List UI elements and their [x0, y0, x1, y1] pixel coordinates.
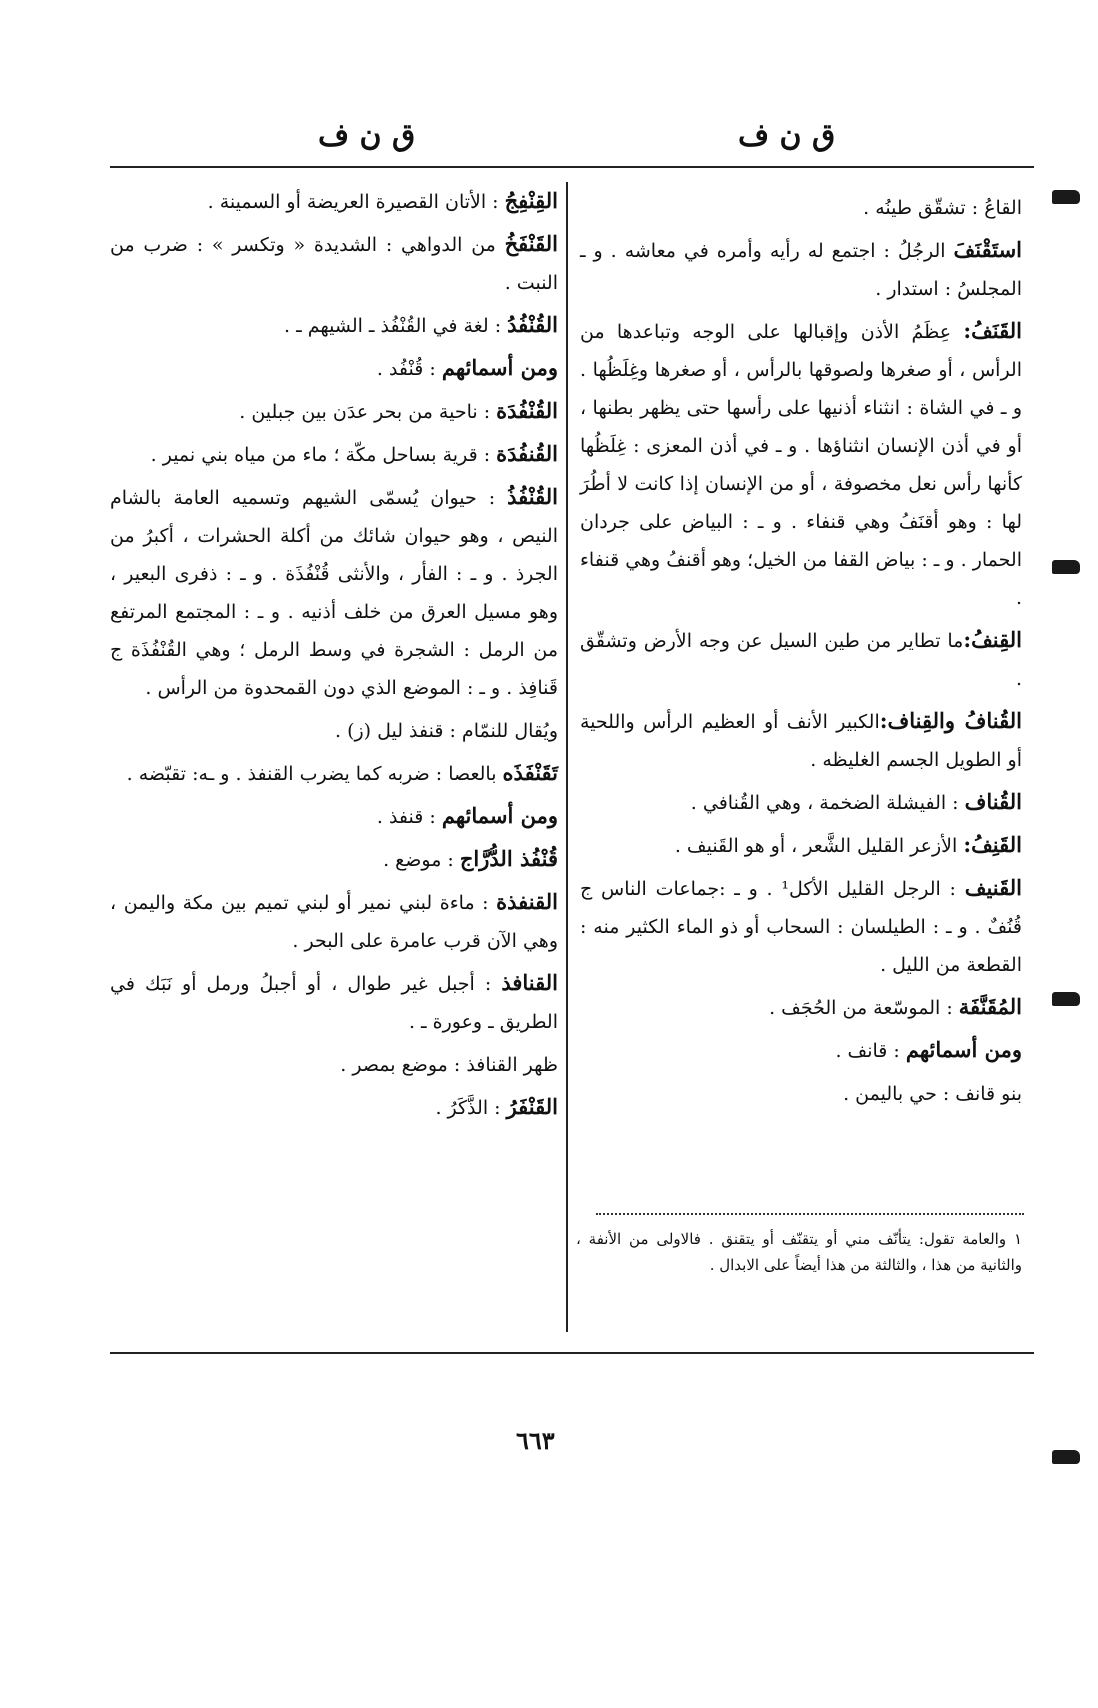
dictionary-entry: [110, 1088, 558, 1127]
entry-definition: : قرية بساحل مكّة ؛ ماء من مياه بني نمير .: [150, 444, 497, 466]
entry-headword: قُنْفُذ الدُّرَّاج: [459, 846, 558, 871]
margin-mark: [1052, 560, 1080, 574]
dictionary-entry: [580, 188, 1022, 227]
entry-headword: القُناف: [964, 789, 1022, 814]
running-head-left: ق ن ف: [318, 118, 416, 153]
entry-definition: الأزعر القليل الشَّعر ، أو هو القَنيف .: [674, 835, 964, 857]
dictionary-entry: [110, 797, 558, 836]
dictionary-entry: [110, 883, 558, 960]
entry-headword: تَقَنْفَذَه: [502, 760, 558, 785]
dictionary-entry: [580, 621, 1022, 698]
entry-definition: : ناحية من بحر عدَن بين جبلين .: [239, 401, 497, 423]
entry-headword: استَقْنَفَ: [953, 237, 1022, 262]
entry-headword: القَنِفُ:: [963, 832, 1022, 857]
entry-headword: القُنْفُدُ: [507, 312, 558, 337]
right-column: [580, 188, 1022, 1117]
footnote-separator: [596, 1213, 1024, 1215]
entry-headword: القِنفُ:: [963, 627, 1022, 652]
dictionary-entry: [110, 754, 558, 793]
dictionary-entry: [110, 711, 558, 750]
dictionary-entry: [110, 306, 558, 345]
dictionary-entry: [580, 1074, 1022, 1113]
entry-definition: عِظَمُ الأذن وإقبالها على الوجه وتباعدها من الرأس ، أو صغرها ولصوقها بالرأس ، أو صغرها وغِلَظُها . و ـ في الشاة : انثناء أذنيها على رأسها حتى يظهر بطنها ، أو في أذن الإنسان انثناؤها . و ـ في أذن المعزى : غِلَظُها كأنها رأس نعل مخصوفة ، أو من الإنسان إذا كانت لا أطُرَ لها : وهو أقنَفُ وهي قنفاء . و ـ : البياض على جردان الحمار . و ـ : بياض القفا من الخيل؛ وهو أقنفُ وهي قنفاء .: [580, 321, 1022, 609]
dictionary-entry: [580, 826, 1022, 865]
entry-definition: : حيوان يُسمّى الشيهم وتسميه العامة بالشام النيص ، وهو حيوان شائك من أكلة الحشرات ، أكبرُ من الجرذ . و ـ : الفأر ، والأنثى قُنْفُذَة . و ـ : ذفرى البعير ، وهو مسيل العرق من خلف أذنيه . و ـ : المجتمع المرتفع من الرمل : الشجرة في وسط الرمل ؛ وهي القُنْفُذَة ج قَنافِذ . و ـ : الموضع الذي دون القمحدوة من الرأس .: [110, 487, 558, 699]
entry-definition: : قنفذ .: [376, 806, 442, 828]
margin-mark: [1052, 1450, 1080, 1464]
entry-definition: : قانف .: [835, 1040, 906, 1062]
entry-definition: : الرجل القليل الأكل¹ . و ـ :جماعات الناس ج قُنُفٌ . و ـ : الطيلسان : السحاب أو ذو الماء الكثير منه : القطعة من الليل .: [580, 878, 1022, 976]
dictionary-entry: [580, 988, 1022, 1027]
entry-headword: القَنْفَخُ: [504, 231, 558, 256]
dictionary-entry: [110, 225, 558, 302]
entry-definition: من الدواهي : الشديدة « وتكسر » : ضرب من النبت .: [110, 234, 558, 294]
entry-headword: القُنافُ والقِناف:: [879, 708, 1022, 733]
entry-headword: القِنْفِجُ: [504, 188, 558, 213]
entry-definition: : ماءة لبني نمير أو لبني تميم بين مكة واليمن ، وهي الآن قرب عامرة على البحر .: [110, 892, 558, 952]
entry-definition: ما تطاير من طين السيل عن وجه الأرض وتشقّق .: [580, 630, 1022, 690]
footnote: ١ والعامة تقول: يتأنّف مني أو يتقنّف أو يتقنق . فالاولى من الأنفة ، والثانية من هذا ، والثالثة من هذا أيضاً على الابدال .: [576, 1230, 1022, 1274]
margin-mark: [1052, 190, 1080, 204]
dictionary-entry: [110, 435, 558, 474]
dictionary-entry: [580, 312, 1022, 617]
entry-definition: : لغة في القُنْفُذ ـ الشيهم ـ .: [284, 315, 508, 337]
entry-definition: الرجُلُ : اجتمع له رأيه وأمره في معاشه . و ـ المجلسُ : استدار .: [580, 240, 1022, 300]
column-divider: [566, 182, 568, 1332]
entry-headword: القُنفُدَة: [496, 441, 558, 466]
dictionary-entry: [580, 702, 1022, 779]
dictionary-entry: [580, 783, 1022, 822]
entry-headword: ومن أسمائهم: [441, 355, 558, 380]
margin-mark: [1052, 992, 1080, 1006]
dictionary-entry: [110, 1045, 558, 1084]
dictionary-entry: [110, 392, 558, 431]
entry-definition: : الذَّكَرُ .: [435, 1097, 507, 1119]
entry-headword: القُنْفُدَة: [496, 398, 558, 423]
page-number: ٦٦٣: [516, 1426, 555, 1455]
entry-definition: ويُقال للنمّام : قنفذ ليل (ز) .: [334, 720, 558, 742]
entry-headword: ومن أسمائهم: [905, 1037, 1022, 1062]
entry-headword: المُقَنَّفَة: [958, 994, 1022, 1019]
left-column: [110, 182, 558, 1131]
entry-definition: ظهر القنافذ : موضع بمصر .: [340, 1054, 558, 1076]
entry-definition: : الموسّعة من الحُجَف .: [769, 997, 959, 1019]
entry-headword: القَنَفُ:: [963, 318, 1022, 343]
dictionary-entry: [110, 182, 558, 221]
dictionary-entry: [110, 349, 558, 388]
entry-definition: : أجبل غير طوال ، أو أجبلُ ورمل أو نَبَك في الطريق ـ وعورة ـ .: [110, 973, 558, 1033]
top-rule: [110, 166, 1034, 168]
entry-definition: : قُنْفُد .: [376, 358, 442, 380]
entry-definition: بنو قانف : حي باليمن .: [843, 1083, 1022, 1105]
dictionary-entry: [580, 869, 1022, 984]
dictionary-entry: [110, 840, 558, 879]
entry-headword: القَنيف: [964, 875, 1023, 900]
entry-definition: : الفيشلة الضخمة ، وهي القُنافي .: [690, 792, 965, 814]
entry-definition: : الأتان القصيرة العريضة أو السمينة .: [207, 191, 505, 213]
entry-headword: القنفذة: [496, 889, 558, 914]
entry-headword: القُنْفُذُ: [507, 484, 558, 509]
dictionary-entry: [580, 231, 1022, 308]
dictionary-entry: [110, 964, 558, 1041]
entry-definition: القاعُ : تشقّق طينُه .: [863, 197, 1022, 219]
bottom-rule: [110, 1352, 1034, 1354]
entry-headword: ومن أسمائهم: [441, 803, 558, 828]
entry-definition: بالعصا : ضربه كما يضرب القنفذ . و ـه: تقبّضه .: [126, 763, 503, 785]
running-head-right: ق ن ف: [738, 118, 836, 153]
dictionary-entry: [580, 1031, 1022, 1070]
entry-definition: الكبير الأنف أو العظيم الرأس واللحية أو الطويل الجسم الغليظه .: [580, 711, 1022, 771]
dictionary-entry: [110, 478, 558, 707]
entry-definition: : موضع .: [383, 849, 460, 871]
entry-headword: القنافذ: [501, 970, 558, 995]
entry-headword: القَنْفَرُ: [506, 1094, 558, 1119]
